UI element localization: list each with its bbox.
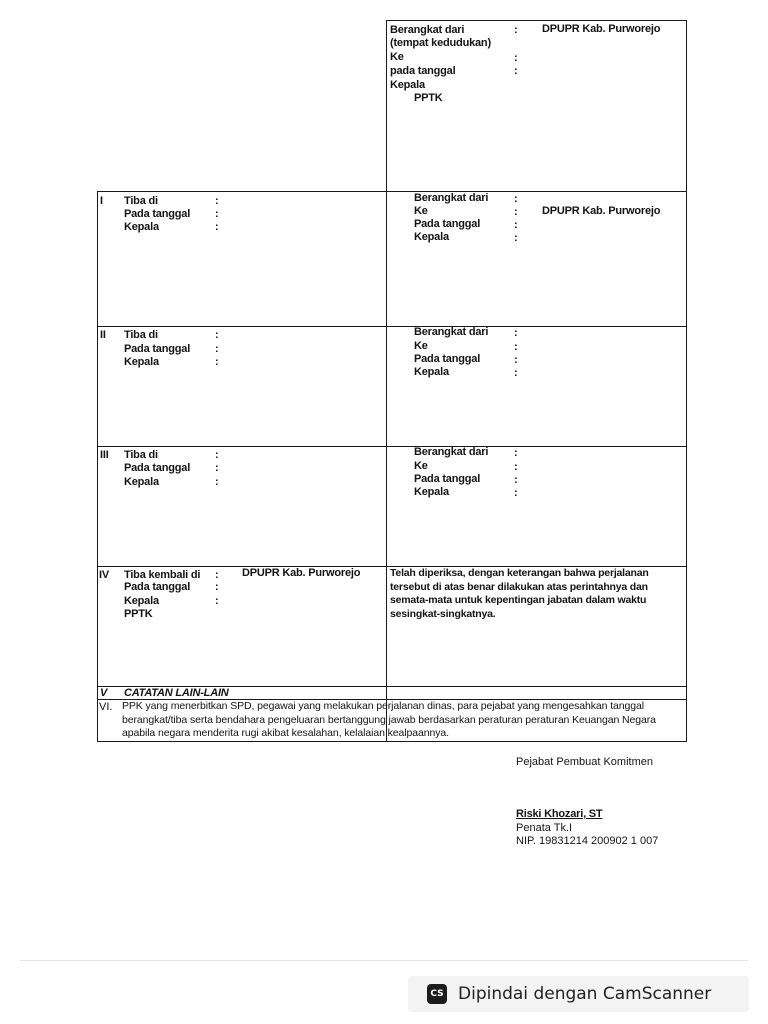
row-iv-pada-label: Pada tanggal [124,581,191,593]
row-i-roman: I [100,195,103,207]
row-iv-kepala-colon: : [215,595,219,607]
row-ii-r-pada-label: Pada tanggal [414,353,481,365]
row-iii-pada-colon: : [215,462,219,474]
row-i-kepala-label: Kepala [124,221,159,233]
row-i-r-pada-colon: : [514,219,518,231]
top-block-left-border [386,20,387,742]
row-ii-r-kepala-label: Kepala [414,366,449,378]
row-i-r-kepala-colon: : [514,232,518,244]
row-vi-text: PPK yang menerbitkan SPD, pegawai yang melakukan perjalanan dinas, para pejabat yang mengesahkan tanggal berangkat/tiba serta bendahara pengeluaran bertanggung jawab berdasarkan peraturan peraturan Keuangan Negara apabila negara menderita rugi akibat kesalahan, kelalaian kealpaannya. [122,700,656,739]
row-iii-berangkat-colon: : [514,447,518,459]
row-ii-berangkat-colon: : [514,327,518,339]
top-berangkat-label: Berangkat dari [390,24,465,36]
row-i-kepala-colon: : [215,221,219,233]
row-v-label: CATATAN LAIN-LAIN [124,687,229,699]
camscanner-watermark [408,976,749,1012]
signature-title: Pejabat Pembuat Komitmen [516,756,653,768]
row-iii-r-pada-colon: : [514,474,518,486]
row-iii-tiba-colon: : [215,449,219,461]
row-line-3 [97,446,687,447]
row-iv-tiba-label: Tiba kembali di [124,569,201,581]
row-line-1 [97,191,687,192]
top-border-right [386,20,687,21]
row-i-tiba-label: Tiba di [124,195,158,207]
signature-name: Riski Khozari, ST [516,808,603,820]
row-ii-kepala-colon: : [215,356,219,368]
row-ii-pada-colon: : [215,343,219,355]
row-iii-pada-label: Pada tanggal [124,462,191,474]
row-ii-roman: II [100,329,106,341]
top-ke-label: Ke [390,51,404,63]
row-iv-roman: IV [99,569,109,581]
signature-nip: NIP. 19831214 200902 1 007 [516,835,659,847]
row-ii-ke-colon: : [514,341,518,353]
row-iv-pptk-label: PPTK [124,608,153,620]
row-i-r-kepala-label: Kepala [414,231,449,243]
top-ke-colon: : [514,52,518,64]
top-pada-label: pada tanggal [390,65,456,77]
row-iii-r-kepala-label: Kepala [414,486,449,498]
row-iii-r-pada-label: Pada tanggal [414,473,481,485]
row-i-pada-colon: : [215,208,219,220]
row-iii-kepala-colon: : [215,476,219,488]
row-iv-kepala-label: Kepala [124,595,159,607]
row-iv-tiba-colon: : [215,569,219,581]
top-tempat-label: (tempat kedudukan) [390,37,491,49]
row-ii-berangkat-label: Berangkat dari [414,326,489,338]
row-iii-r-kepala-colon: : [514,487,518,499]
row-ii-kepala-label: Kepala [124,356,159,368]
row-iii-berangkat-label: Berangkat dari [414,446,489,458]
row-i-ke-colon: : [514,206,518,218]
row-ii-ke-label: Ke [414,340,428,352]
row-vi-roman: VI. [99,701,113,713]
top-kepala-label: Kepala [390,79,425,91]
row-i-ke-label: Ke [414,205,428,217]
row-iii-tiba-label: Tiba di [124,449,158,461]
row-iv-statement: Telah diperiksa, dengan keterangan bahwa perjalanan tersebut di atas benar dilakukan atas perintahnya dan semata-mata untuk kepentingan jabatan dalam waktu sesingkat-singkatnya. [390,567,649,620]
row-ii-pada-label: Pada tanggal [124,343,191,355]
top-berangkat-colon: : [514,24,518,36]
row-i-ke-value: DPUPR Kab. Purworejo [542,205,661,217]
row-i-berangkat-colon: : [514,193,518,205]
top-pada-colon: : [514,65,518,77]
camscanner-text: Dipindai dengan CamScanner [458,984,712,1004]
row-iii-kepala-label: Kepala [124,476,159,488]
row-iii-roman: III [100,449,109,461]
row-ii-r-pada-colon: : [514,354,518,366]
row-i-pada-label: Pada tanggal [124,208,191,220]
row-iii-ke-colon: : [514,461,518,473]
camscanner-icon: CS [427,984,447,1004]
row-iv-tiba-value: DPUPR Kab. Purworejo [242,567,361,579]
left-border [97,191,98,742]
row-ii-tiba-label: Tiba di [124,329,158,341]
row-v-roman: V [100,687,108,699]
row-line-2 [97,326,687,327]
signature-rank: Penata Tk.I [516,822,573,834]
footer-separator [20,960,748,961]
top-pptk-label: PPTK [414,92,443,104]
row-i-berangkat-label: Berangkat dari [414,192,489,204]
bottom-border [97,741,687,742]
right-border [686,20,687,742]
row-iii-ke-label: Ke [414,460,428,472]
row-ii-r-kepala-colon: : [514,367,518,379]
row-i-r-pada-label: Pada tanggal [414,218,481,230]
top-origin-value: DPUPR Kab. Purworejo [542,23,661,35]
row-i-tiba-colon: : [215,195,219,207]
row-ii-tiba-colon: : [215,329,219,341]
row-iv-pada-colon: : [215,581,219,593]
